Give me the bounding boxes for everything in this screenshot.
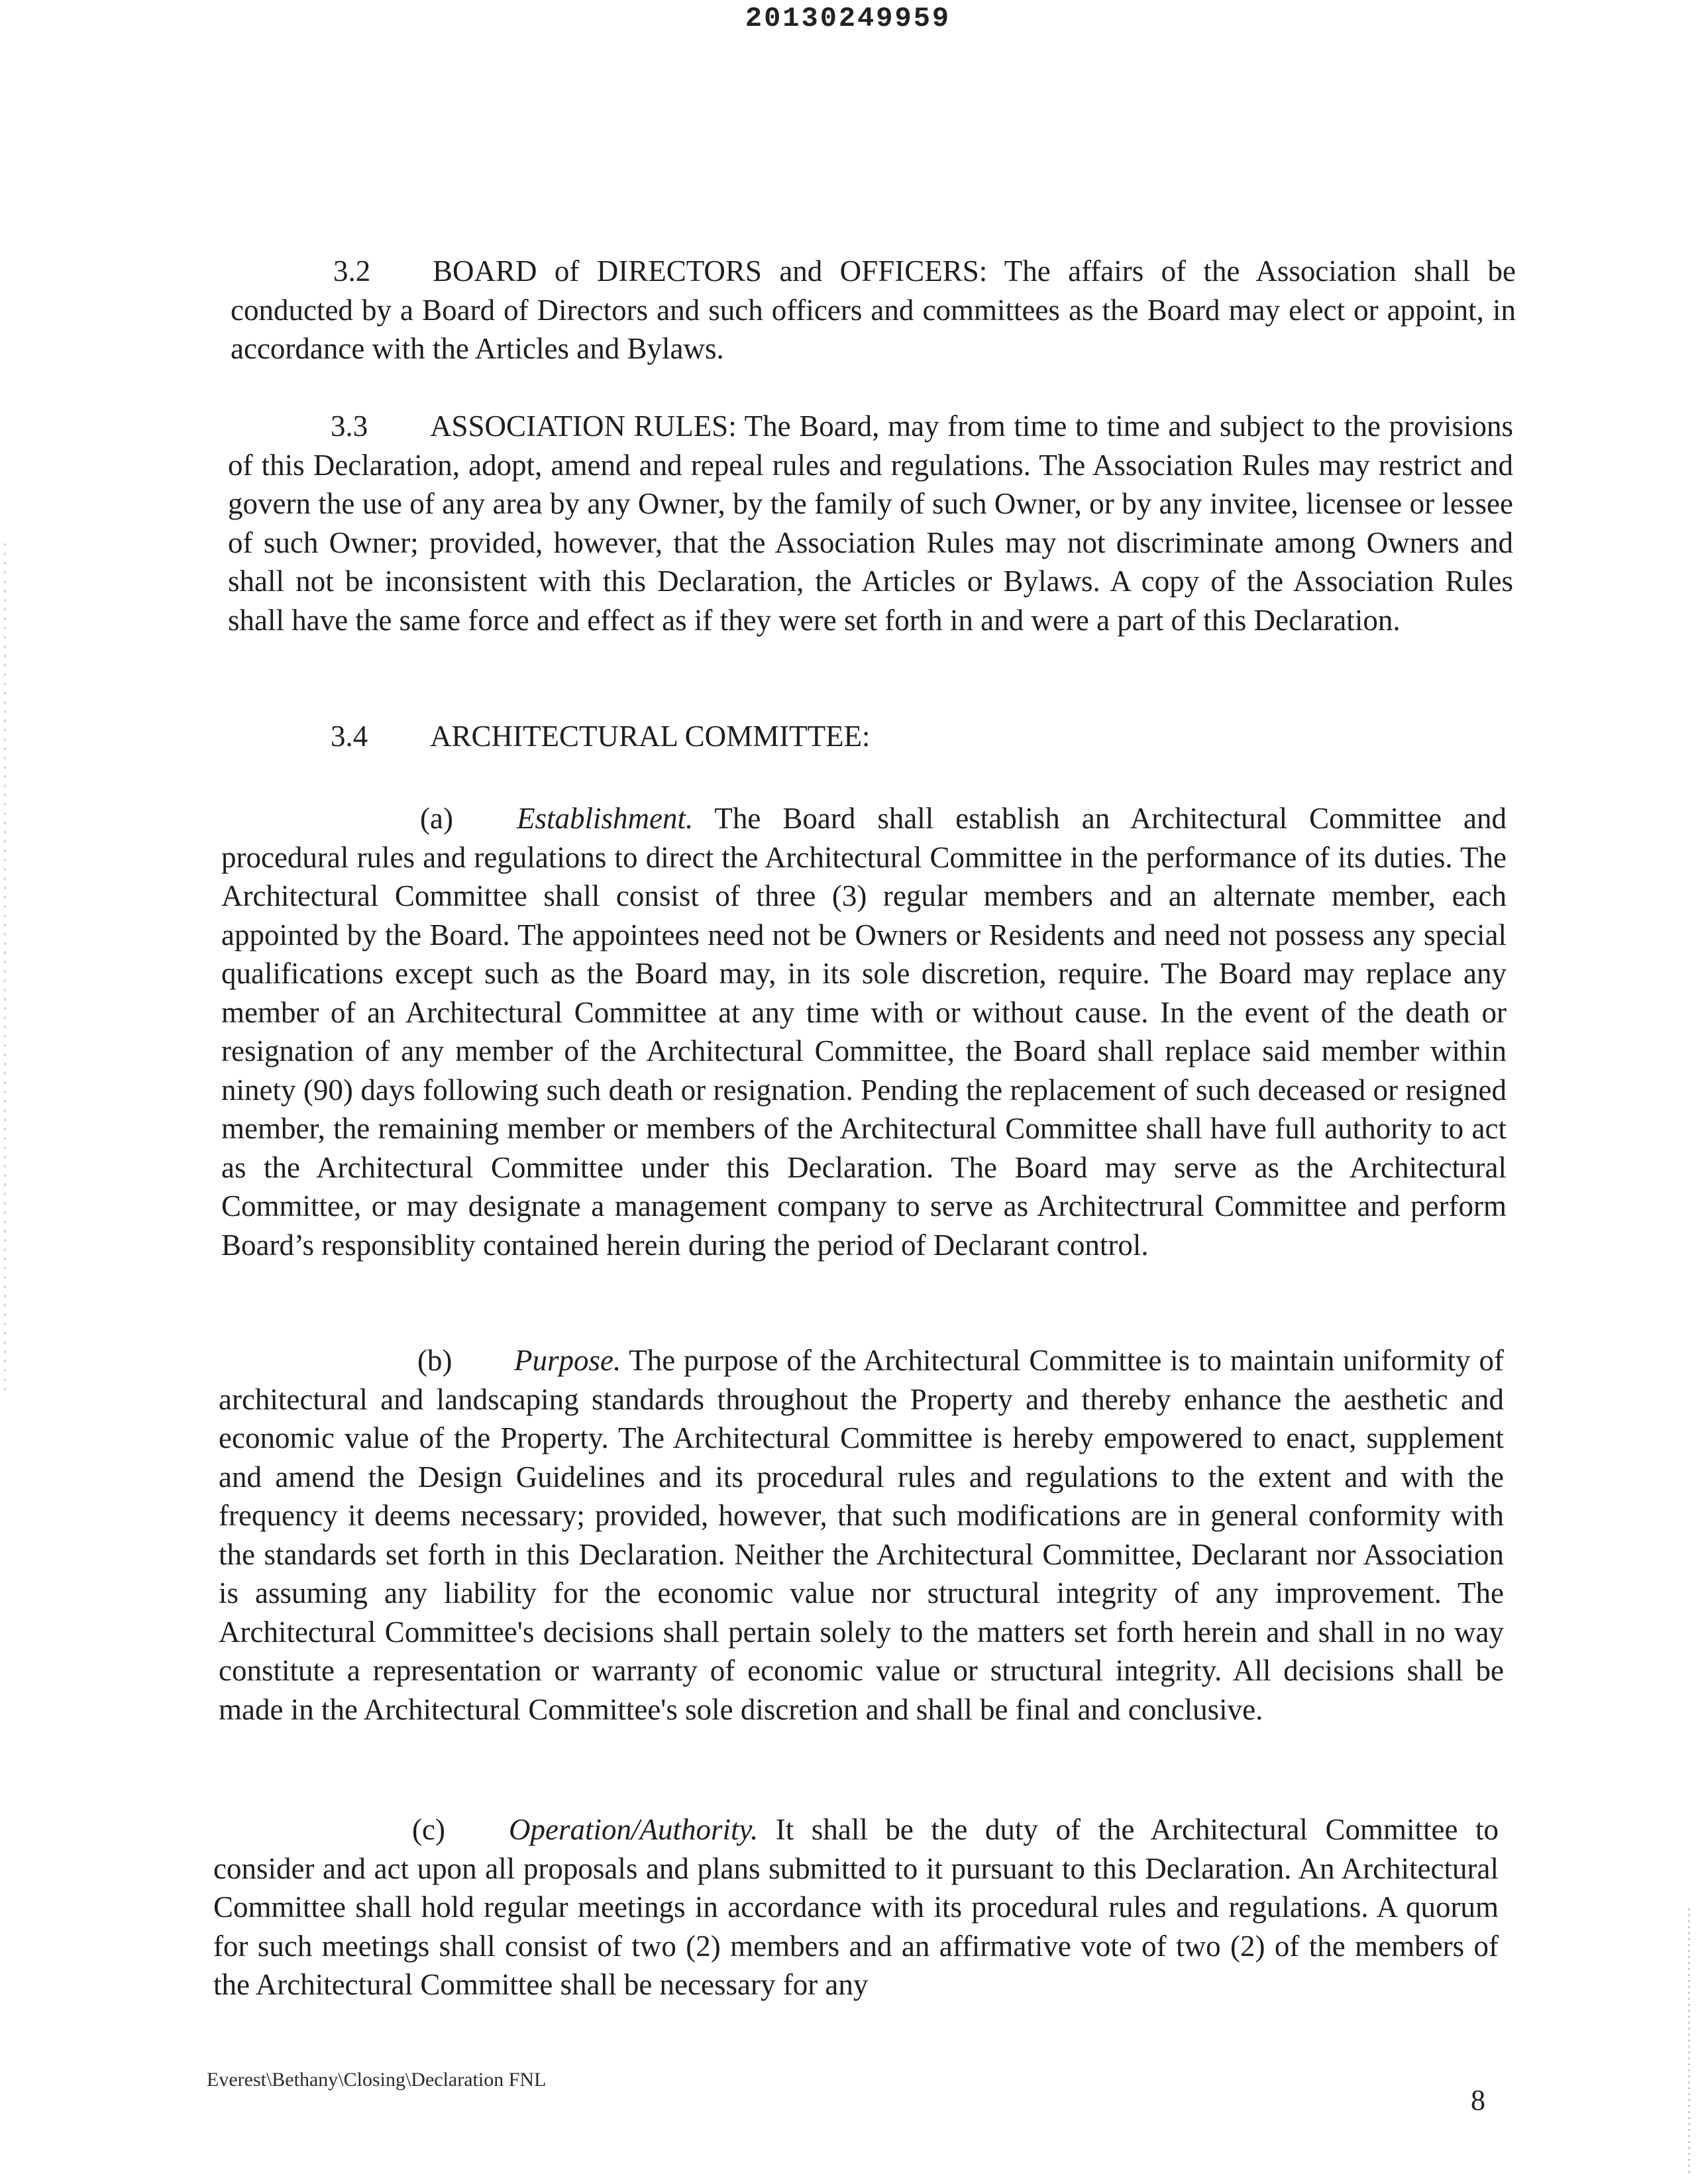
paragraph-text: The purpose of the Architectural Committee is to maintain uniformity of architectural and landscaping standards throughout the Property and thereby enhance the aesthetic and economic value of the Property. The Architectural Committee is hereby empowered to enact, supplement and amend the Design Guidelines and its procedural rules and regulations to the extent and with the frequency it deems necessary; provided, however, that such modifications are in general conformity with the standards set forth in this Declaration. Neither the Architectural Committee, Declarant nor Association is assuming any liability for the economic value nor structural integrity of any improvement. The Architectural Committee's decisions shall pertain solely to the matters set forth herein and shall in no way constitute a representation or warranty of economic value or structural integrity. All decisions shall be made in the Architectural Committee's sole discretion and shall be final and conclusive. [219,1344,1504,1726]
scan-edge-artifact-right [1688,1908,1690,2173]
footer-file-path: Everest\Bethany\Closing\Declaration FNL [207,2069,547,2091]
section-heading: ARCHITECTURAL COMMITTEE: [430,720,871,753]
paragraph-label: (b) [417,1344,452,1377]
paragraph-title: Purpose. [514,1344,621,1377]
paragraph-title: Operation/Authority. [509,1813,759,1846]
paragraph-title: Establishment. [517,802,694,835]
section-3-4-heading [228,717,1513,756]
paragraph-text: The Board shall establish an Architectural Committee and procedural rules and regulations to direct the Architectural Committee in the performance of its duties. The Architectural Committee shall consist of three (3) regular members and an alternate member, each appointed by the Board. The appointees need not be Owners or Residents and need not possess any special qualifications except such as the Board may, in its sole discretion, require. The Board may replace any member of an Architectural Committee at any time with or without cause. In the event of the death or resignation of any member of the Architectural Committee, the Board shall replace said member within ninety (90) days following such death or resignation. Pending the replacement of such deceased or resigned member, the remaining member or members of the Architectural Committee shall have full authority to act as the Architectural Committee under this Declaration. The Board may serve as the Architectural Committee, or may designate a management company to serve as Architectrural Committee and perform Board’s responsiblity contained herein during the period of Declarant control. [221,802,1507,1262]
scan-edge-artifact [4,543,6,1392]
paragraph-3-4-a [221,799,1507,1264]
section-number: 3.4 [331,720,368,753]
section-text: BOARD of DIRECTORS and OFFICERS: The affairs of the Association shall be conducted by a Board of Directors and such officers and committees as the Board may elect or appoint, in accordance with the Articles and Bylaws. [231,254,1516,365]
section-text: ASSOCIATION RULES: The Board, may from time to time and subject to the provisions of this Declaration, adopt, amend and repeal rules and regulations. The Association Rules may restrict and govern the use of any area by any Owner, by the family of such Owner, or by any invitee, licensee or lessee of such Owner; provided, however, that the Association Rules may not discriminate among Owners and shall not be inconsistent with this Declaration, the Articles or Bylaws. A copy of the Association Rules shall have the same force and effect as if they were set forth in and were a part of this Declaration. [228,410,1513,637]
page-number: 8 [1471,2084,1485,2116]
section-3-3 [228,407,1513,639]
paragraph-3-4-b [219,1341,1504,1729]
paragraph-label: (a) [420,802,453,835]
paragraph-3-4-c [213,1810,1499,2004]
section-3-2 [231,252,1516,368]
section-number: 3.3 [331,410,368,443]
paragraph-text: It shall be the duty of the Architectural Committee to consider and act upon all proposals and plans submitted to it pursuant to this Declaration. An Architectural Committee shall hold regular meetings in accordance with its procedural rules and regulations. A quorum for such meetings shall consist of two (2) members and an affirmative vote of two (2) of the members of the Architectural Committee shall be necessary for any [213,1813,1499,2001]
document-number: 20130249959 [745,3,951,34]
section-number: 3.2 [333,254,371,288]
paragraph-label: (c) [412,1813,445,1846]
